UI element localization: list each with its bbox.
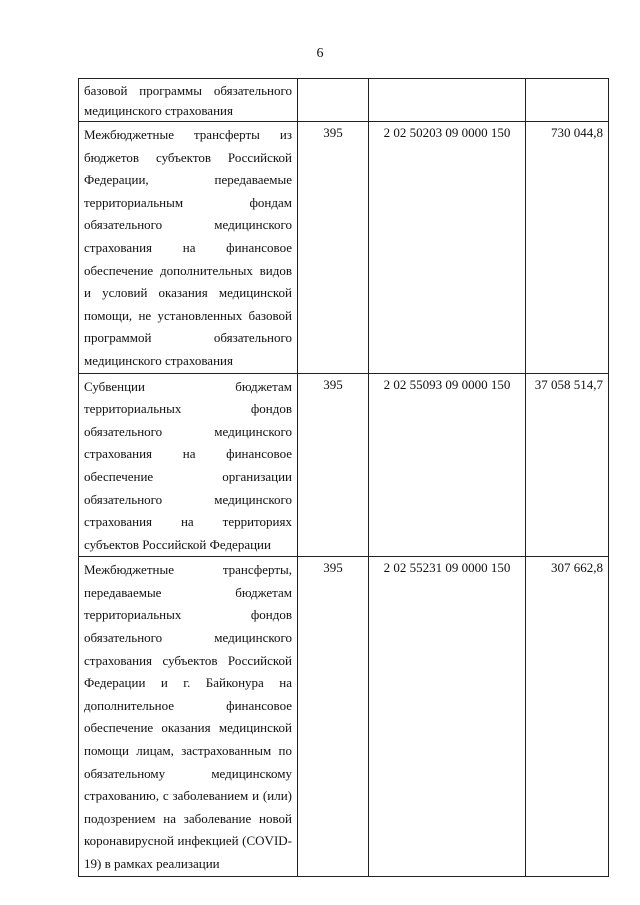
- row-amount-cell: [526, 79, 609, 122]
- row-admin-code-cell: 395: [298, 557, 369, 876]
- row-budget-code-cell: [369, 79, 526, 122]
- table-row: [79, 373, 609, 557]
- row-name-cell: Межбюджетные трансферты из бюджетов субъектов Российской Федерации, передаваемые территориальным фондам обязательного медицинского страхования на финансовое обеспечение дополнительных видов и условий оказания медицинской помощи, не установленных базовой программой обязательного медицинского страхования: [79, 122, 298, 374]
- row-budget-code-cell: 2 02 55093 09 0000 150: [369, 373, 526, 557]
- row-amount-cell: 307 662,8: [526, 557, 609, 876]
- row-amount-cell: 37 058 514,7: [526, 373, 609, 557]
- table-row: [79, 79, 609, 122]
- row-admin-code-cell: 395: [298, 122, 369, 374]
- row-amount-cell: 730 044,8: [526, 122, 609, 374]
- row-admin-code-cell: [298, 79, 369, 122]
- page-number: 6: [316, 46, 324, 61]
- row-budget-code-cell: 2 02 50203 09 0000 150: [369, 122, 526, 374]
- row-admin-code-cell: 395: [298, 373, 369, 557]
- table-row: [79, 557, 609, 876]
- revenue-table: [78, 78, 609, 877]
- table-row: [79, 122, 609, 374]
- row-name-cell: базовой программы обязательного медицинского страхования: [79, 79, 298, 122]
- row-budget-code-cell: 2 02 55231 09 0000 150: [369, 557, 526, 876]
- row-name-cell: Субвенции бюджетам территориальных фондов обязательного медицинского страхования на финансовое обеспечение организации обязательного медицинского страхования на территориях субъектов Российской Федерации: [79, 373, 298, 557]
- row-name-cell: Межбюджетные трансферты, передаваемые бюджетам территориальных фондов обязательного медицинского страхования субъектов Российской Федерации и г. Байконура на дополнительное финансовое обеспечение оказания медицинской помощи лицам, застрахованным по обязательному медицинскому страхованию, с заболеванием и (или) подозрением на заболевание новой коронавирусной инфекцией (COVID-19) в рамках реализации: [79, 557, 298, 876]
